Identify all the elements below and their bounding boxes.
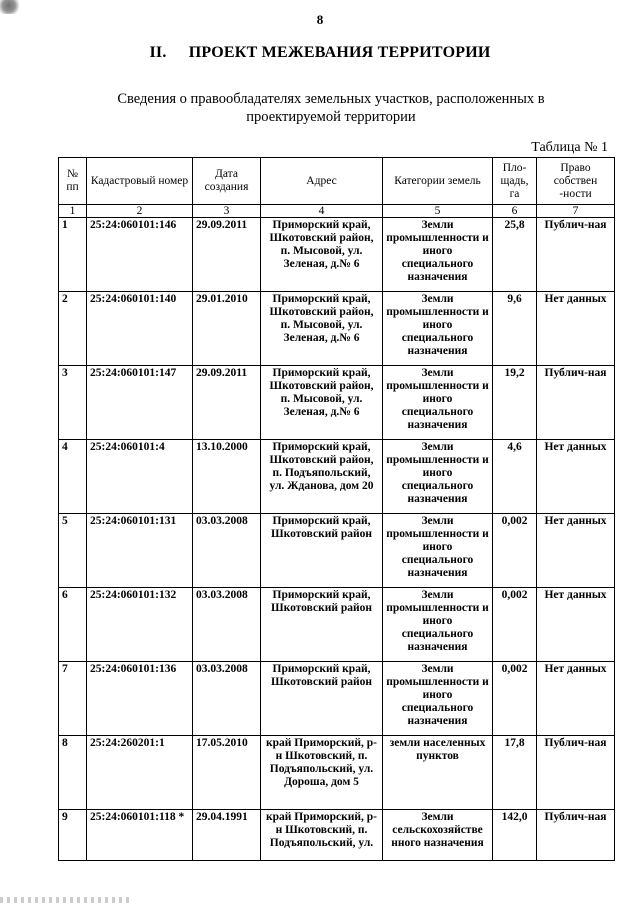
- ownership: Нет данных: [537, 440, 615, 514]
- land-category: Земли промышленности и иного специального назначения: [383, 218, 493, 292]
- scan-artifact: [0, 897, 130, 903]
- table-row: [59, 662, 615, 736]
- creation-date: 03.03.2008: [193, 662, 261, 736]
- ownership: Публич-ная: [537, 366, 615, 440]
- area: 9,6: [493, 292, 537, 366]
- table-index-row: [59, 205, 615, 218]
- address: край Приморский, р-н Шкотовский, п. Подъяпольский, ул.: [261, 810, 383, 861]
- cadastral-number: 25:24:060101:131: [87, 514, 193, 588]
- land-category: Земли промышленности и иного специального назначения: [383, 588, 493, 662]
- cadastral-number: 25:24:060101:132: [87, 588, 193, 662]
- header-cell: Пло-щадь, га: [493, 158, 537, 205]
- row-number: 9: [59, 810, 87, 861]
- page-number: 8: [316, 12, 324, 27]
- area: 0,002: [493, 662, 537, 736]
- creation-date: 17.05.2010: [193, 736, 261, 810]
- table-header-row: [59, 158, 615, 205]
- land-category: Земли промышленности и иного специального назначения: [383, 292, 493, 366]
- ownership: Публич-ная: [537, 810, 615, 861]
- ownership: Нет данных: [537, 662, 615, 736]
- table-row: [59, 366, 615, 440]
- row-number: 8: [59, 736, 87, 810]
- subtitle: Сведения о правообладателях земельных участков, расположенных в проектируемой территории: [117, 91, 545, 125]
- section-title: [0, 44, 640, 62]
- cadastral-number: 25:24:260201:1: [87, 736, 193, 810]
- land-category: Земли промышленности и иного специального назначения: [383, 514, 493, 588]
- land-category: Земли сельскохозяйстве нного назначения: [383, 810, 493, 861]
- creation-date: 29.01.2010: [193, 292, 261, 366]
- cadastral-number: 25:24:060101:118 *: [87, 810, 193, 861]
- address: Приморский край, Шкотовский район: [261, 662, 383, 736]
- cadastral-number: 25:24:060101:147: [87, 366, 193, 440]
- row-number: 3: [59, 366, 87, 440]
- row-number: 7: [59, 662, 87, 736]
- area: 25,8: [493, 218, 537, 292]
- land-category: Земли промышленности и иного специального назначения: [383, 366, 493, 440]
- area: 17,8: [493, 736, 537, 810]
- row-number: 6: [59, 588, 87, 662]
- address: Приморский край, Шкотовский район, п. Мысовой, ул. Зеленая, д.№ 6: [261, 218, 383, 292]
- creation-date: 29.09.2011: [193, 218, 261, 292]
- area: 4,6: [493, 440, 537, 514]
- header-cell: № пп: [59, 158, 87, 205]
- cadastral-number: 25:24:060101:136: [87, 662, 193, 736]
- land-category: земли населенных пунктов: [383, 736, 493, 810]
- cadastral-number: 25:24:060101:146: [87, 218, 193, 292]
- land-category: Земли промышленности и иного специального назначения: [383, 440, 493, 514]
- index-cell: 6: [493, 205, 537, 218]
- area: 142,0: [493, 810, 537, 861]
- section-number: II.: [149, 44, 167, 61]
- creation-date: 03.03.2008: [193, 588, 261, 662]
- index-cell: 2: [87, 205, 193, 218]
- address: Приморский край, Шкотовский район, п. Подъяпольский, ул. Жданова, дом 20: [261, 440, 383, 514]
- header-cell: Кадастровый номер: [87, 158, 193, 205]
- owners-table: [58, 157, 615, 861]
- ownership: Нет данных: [537, 292, 615, 366]
- table-label: Таблица № 1: [531, 140, 608, 155]
- land-category: Земли промышленности и иного специального назначения: [383, 662, 493, 736]
- row-number: 2: [59, 292, 87, 366]
- address: Приморский край, Шкотовский район, п. Мысовой, ул. Зеленая, д.№ 6: [261, 366, 383, 440]
- creation-date: 29.04.1991: [193, 810, 261, 861]
- index-cell: 1: [59, 205, 87, 218]
- area: 0,002: [493, 514, 537, 588]
- area: 0,002: [493, 588, 537, 662]
- row-number: 1: [59, 218, 87, 292]
- row-number: 4: [59, 440, 87, 514]
- ownership: Публич-ная: [537, 218, 615, 292]
- area: 19,2: [493, 366, 537, 440]
- address: Приморский край, Шкотовский район: [261, 588, 383, 662]
- section-heading: ПРОЕКТ МЕЖЕВАНИЯ ТЕРРИТОРИИ: [188, 44, 491, 61]
- cadastral-number: 25:24:060101:140: [87, 292, 193, 366]
- header-cell: Право собствен -ности: [537, 158, 615, 205]
- index-cell: 5: [383, 205, 493, 218]
- table-row: [59, 440, 615, 514]
- table-row: [59, 810, 615, 861]
- row-number: 5: [59, 514, 87, 588]
- index-cell: 3: [193, 205, 261, 218]
- table-row: [59, 736, 615, 810]
- table-row: [59, 588, 615, 662]
- header-cell: Адрес: [261, 158, 383, 205]
- table-row: [59, 292, 615, 366]
- ownership: Нет данных: [537, 514, 615, 588]
- ownership: Публич-ная: [537, 736, 615, 810]
- index-cell: 4: [261, 205, 383, 218]
- header-cell: Категории земель: [383, 158, 493, 205]
- table-row: [59, 514, 615, 588]
- address: Приморский край, Шкотовский район, п. Мысовой, ул. Зеленая, д.№ 6: [261, 292, 383, 366]
- header-cell: Дата создания: [193, 158, 261, 205]
- creation-date: 29.09.2011: [193, 366, 261, 440]
- creation-date: 03.03.2008: [193, 514, 261, 588]
- cadastral-number: 25:24:060101:4: [87, 440, 193, 514]
- ownership: Нет данных: [537, 588, 615, 662]
- creation-date: 13.10.2000: [193, 440, 261, 514]
- table-row: [59, 218, 615, 292]
- address: край Приморский, р-н Шкотовский, п. Подъяпольский, ул. Дороша, дом 5: [261, 736, 383, 810]
- address: Приморский край, Шкотовский район: [261, 514, 383, 588]
- index-cell: 7: [537, 205, 615, 218]
